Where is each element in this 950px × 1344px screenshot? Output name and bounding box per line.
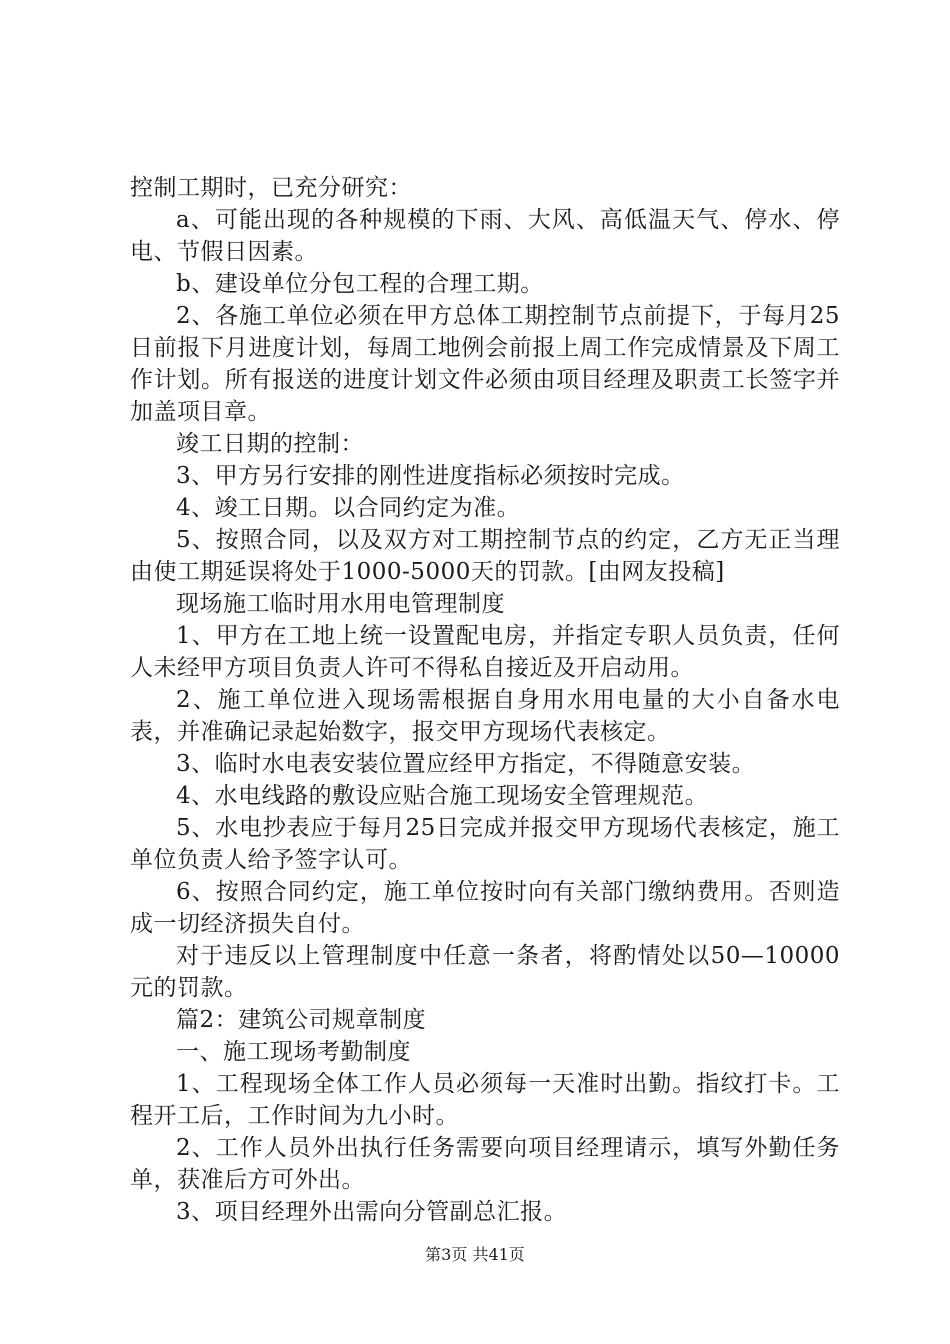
section-heading: 现场施工临时用水用电管理制度 bbox=[176, 591, 505, 617]
paragraph: 3、临时水电表安装位置应经甲方指定，不得随意安装。 bbox=[176, 751, 756, 777]
paragraph: 2、工作人员外出执行任务需要向项目经理请示，填写外勤任务单，获准后方可外出。 bbox=[130, 1135, 840, 1193]
paragraph: 控制工期时，已充分研究： bbox=[130, 175, 412, 201]
paragraph: 4、水电线路的敷设应贴合施工现场安全管理规范。 bbox=[176, 783, 709, 809]
paragraph: 5、按照合同，以及双方对工期控制节点的约定，乙方无正当理由使工期延误将处于1000-5000天的罚款。[由网友投稿] bbox=[130, 527, 840, 585]
document-body bbox=[130, 172, 840, 1228]
page-footer: 第3页 共41页 bbox=[425, 1245, 525, 1264]
paragraph: 1、甲方在工地上统一设置配电房，并指定专职人员负责，任何人未经甲方项目负责人许可不得私自接近及开启动用。 bbox=[130, 623, 840, 681]
section-heading: 篇2：建筑公司规章制度 bbox=[176, 1007, 427, 1033]
paragraph: 3、项目经理外出需向分管副总汇报。 bbox=[176, 1199, 568, 1225]
paragraph: a、可能出现的各种规模的下雨、大风、高低温天气、停水、停电、节假日因素。 bbox=[130, 207, 840, 265]
paragraph: 1、工程现场全体工作人员必须每一天准时出勤。指纹打卡。工程开工后，工作时间为九小时。 bbox=[130, 1071, 840, 1129]
paragraph: 竣工日期的控制： bbox=[176, 431, 364, 457]
section-heading: 一、施工现场考勤制度 bbox=[176, 1039, 411, 1065]
paragraph: 4、竣工日期。以合同约定为准。 bbox=[176, 495, 521, 521]
paragraph: 2、各施工单位必须在甲方总体工期控制节点前提下，于每月25日前报下月进度计划，每周工地例会前报上周工作完成情景及下周工作计划。所有报送的进度计划文件必须由项目经理及职责工长签字并加盖项目章。 bbox=[130, 303, 840, 425]
paragraph: 5、水电抄表应于每月25日完成并报交甲方现场代表核定，施工单位负责人给予签字认可。 bbox=[130, 815, 840, 873]
paragraph: 6、按照合同约定，施工单位按时向有关部门缴纳费用。否则造成一切经济损失自付。 bbox=[130, 879, 840, 937]
paragraph: 对于违反以上管理制度中任意一条者，将酌情处以50—10000元的罚款。 bbox=[130, 943, 840, 1001]
paragraph: b、建设单位分包工程的合理工期。 bbox=[176, 271, 544, 297]
paragraph: 3、甲方另行安排的刚性进度指标必须按时完成。 bbox=[176, 463, 685, 489]
paragraph: 2、施工单位进入现场需根据自身用水用电量的大小自备水电表，并准确记录起始数字，报交甲方现场代表核定。 bbox=[130, 687, 840, 745]
